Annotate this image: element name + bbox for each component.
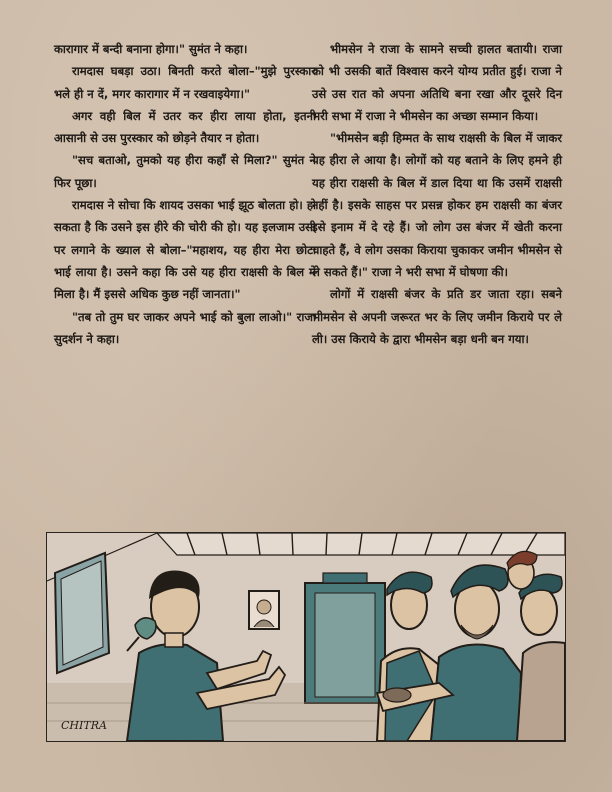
paragraph: "तब तो तुम घर जाकर अपने भाई को बुला लाओ।" राजा सुदर्शन ने कहा। bbox=[54, 309, 316, 346]
artist-signature: CHITRA bbox=[61, 719, 107, 732]
paragraph: "सच बताओ, तुमको यह हीरा कहाँ से मिला?" सुमंत ने फिर पूछा। bbox=[54, 153, 316, 190]
paragraph: अगर वही बिल में उतर कर हीरा लाया होता, इतनी आसानी से उस पुरस्कार को छोड़ने तैयार न होता। bbox=[54, 108, 316, 146]
illustration-drawing bbox=[47, 533, 565, 741]
paragraph: रामदास घबड़ा उठा। बिनती करते बोला–"मुझे पुरस्कार भले ही न दें, मगर कारागार में न रखवाइयेगा।" bbox=[54, 64, 316, 101]
paragraph: भीमसेन ने राजा के सामने सच्ची हालत बतायी। राजा को भी उसकी बातें विश्वास करने योग्य प्रतीत हुई। राजा ने उसे उस रात को अपना अतिथि बना रखा और दूसरे दिन भरी सभा में राजा ने भीमसेन का अच्छा सम्मान किया। bbox=[312, 42, 562, 123]
story-illustration bbox=[46, 532, 566, 742]
left-text-column bbox=[54, 38, 316, 350]
paragraph: रामदास ने सोचा कि शायद उसका भाई झूठ बोलता हो। हो सकता है कि उसने इस हीरे की चोरी की हो। यह इलजाम उसी पर लगाने के ख्याल से बोला–"महाशय, यह हीरा मेरा छोटा भाई लाया है। उसने कहा कि उसे यह हीरा राक्षसी के बिल में मिला है। मैं इससे अधिक कुछ नहीं जानता।" bbox=[54, 198, 316, 302]
paragraph: "भीमसेन बड़ी हिम्मत के साथ राक्षसी के बिल में जाकर यह हीरा ले आया है। लोगों को यह बताने के लिए हमने ही यह हीरा राक्षसी के बिल में डाल दिया था कि उसमें राक्षसी नहीं है। इसके साहस पर प्रसन्न होकर हम राक्षसी का बंजर इसे इनाम में दे रहे हैं। जो लोग उस बंजर में खेती करना चाहते हैं, वे लोग उसका किराया चुकाकर जमीन भीमसेन से ले सकते हैं।" राजा ने भरी सभा में घोषणा की। bbox=[312, 131, 562, 279]
paragraph: लोगों में राक्षसी बंजर के प्रति डर जाता रहा। सबने भीमसेन से अपनी जरूरत भर के लिए जमीन किराये पर ले ली। उस किराये के द्वारा भीमसेन बड़ा धनी बन गया। bbox=[312, 287, 562, 346]
right-text-column bbox=[312, 38, 562, 350]
paragraph: कारागार में बन्दी बनाना होगा।" सुमंत ने कहा। bbox=[54, 42, 248, 56]
